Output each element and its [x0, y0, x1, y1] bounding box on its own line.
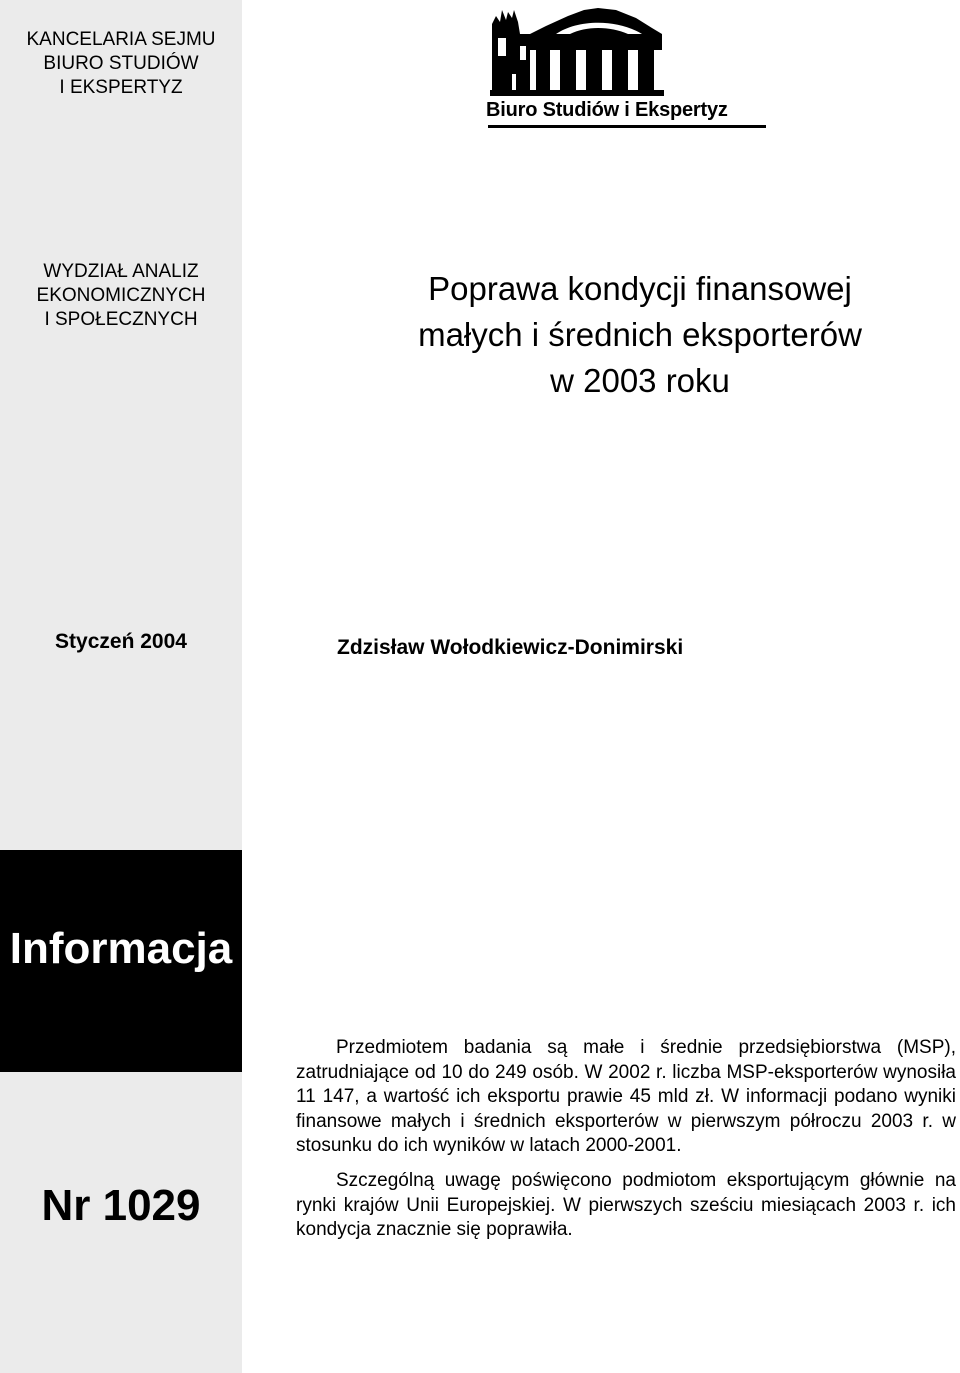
author-name: Zdzisław Wołodkiewicz-Donimirski	[337, 636, 684, 659]
publication-date: Styczeń 2004	[55, 630, 187, 653]
bureau-logo	[486, 4, 768, 132]
logo-underline	[488, 125, 766, 128]
logo-wordmark: Biuro Studiów i Ekspertyz	[486, 99, 728, 121]
document-title: Poprawa kondycji finansowej małych i średnich eksporterów w 2003 roku	[418, 270, 862, 399]
institution-name: KANCELARIA SEJMU BIURO STUDIÓW I EKSPERTYZ	[26, 29, 216, 98]
division-name: WYDZIAŁ ANALIZ EKONOMICZNYCH I SPOŁECZNYCH	[36, 261, 206, 330]
document-type-label: Informacja	[9, 924, 233, 973]
sidebar	[0, 0, 242, 1373]
abstract-paragraph: Szczególną uwagę poświęcono podmiotom eksportującym głównie na rynki krajów Unii Europejskiej. W pierwszych sześciu miesiącach 2003 r. ich kondycja znacznie się poprawiła.	[296, 1169, 956, 1241]
issue-number: Nr 1029	[41, 1181, 201, 1230]
building-logo-icon	[486, 4, 768, 100]
abstract-paragraph: Przedmiotem badania są małe i średnie przedsiębiorstwa (MSP), zatrudniające od 10 do 249 osób. W 2002 r. liczba MSP-eksporterów wynosiła 11 147, a wartość ich eksportu prawie 45 mld zł. W informacji podano wyniki finansowe małych i średnich eksporterów w pierwszym półroczu 2003 r. w stosunku do ich wyników w latach 2000-2001.	[296, 1037, 956, 1157]
abstract	[296, 1036, 956, 1253]
